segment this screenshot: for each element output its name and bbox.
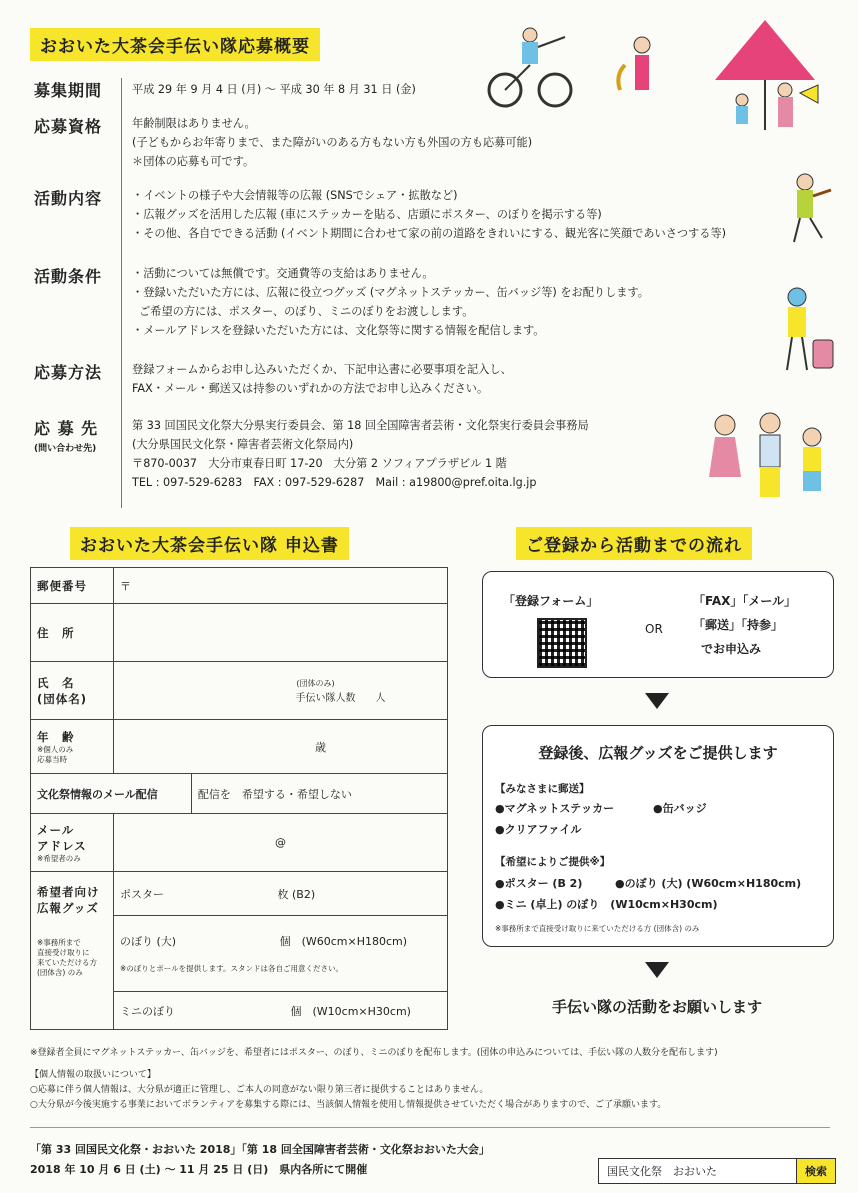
method-label: 応募方法: [34, 363, 103, 382]
goods-item-1: ●マグネットステッカー: [495, 802, 615, 815]
search-box[interactable]: [598, 1158, 836, 1184]
post-bring-label: 「郵送」「持参」: [693, 618, 784, 632]
qualification-text: 年齢制限はありません。 (子どもからお年寄りまで、また障がいのある方もない方も外国の方も応募可能) ＊団体の応募も可です。: [132, 117, 533, 168]
mini-nobori-field[interactable]: [114, 992, 448, 1030]
age-note-1: ※個人のみ: [37, 744, 74, 754]
destination-label-text: 応 募 先: [34, 419, 99, 438]
method-text: 登録フォームからお申し込みいただくか、下記申込書に必要事項を記入し、 FAX・メール・郵送又は持参のいずれかの方法でお申し込みください。: [132, 363, 512, 395]
postal-label: 郵便番号: [31, 568, 114, 604]
qr-code-icon[interactable]: [537, 618, 587, 668]
wish-note: ※事務所まで直接受け取りに来ていただける方 (団体含) のみ: [495, 924, 700, 933]
wish-label: 【希望によりご提供※】: [495, 856, 611, 868]
address-field[interactable]: [114, 604, 448, 662]
destination-text: 第 33 回国民文化祭大分県実行委員会、第 18 回全国障害者芸術・文化祭実行委員会事務局 (大分県国民文化祭・障害者芸術文化祭局内) 〒870-0037 大分市東春日町 17-20 大分第 2 ソフィアプラザビル 1 階 TEL : 097-529-6283 FAX : 097-529-6287 Mail : a19800@pref.oita.lg.jp: [132, 419, 589, 489]
wish-item-2: ●のぼり (大) (W60cm×H180cm): [615, 877, 802, 890]
privacy-title: 【個人情報の取扱いについて】: [30, 1070, 156, 1080]
overview-divider: [121, 78, 122, 508]
qualification-label: 応募資格: [34, 117, 103, 136]
email-label-text-2: アドレス: [37, 838, 87, 853]
age-field[interactable]: [114, 720, 448, 774]
email-label-text: メール: [37, 822, 75, 837]
conditions-label: 活動条件: [34, 267, 103, 286]
all-mail-label: 【みなさまに郵送】: [495, 783, 590, 795]
privacy-note-2: ○大分県が今後実施する事業においてボランティアを募集する際には、当該個人情報を使用し情報提供させていただく場合がありますので、ご了承願います。: [30, 1100, 667, 1110]
name-label-text: 氏 名: [37, 675, 75, 690]
nobori-unit: 個 (W60cm×H180cm): [279, 935, 408, 948]
nobori-note: ※のぼりとポールを提供します。スタンドは各自ご用意ください。: [120, 964, 344, 973]
email-at: @: [275, 836, 286, 849]
registration-form-label: 「登録フォーム」: [503, 594, 599, 608]
goods-note: ※事務所まで 直接受け取りに 来ていただける方 (団体含) のみ: [37, 938, 97, 977]
goods-item-3: ●クリアファイル: [495, 823, 582, 836]
conditions-text: ・活動については無償です。交通費等の支給はありません。 ・登録いただいた方には、広報に役立つグッズ (マグネットステッカー、缶バッジ等) をお配りします。 ご希望の方には、ポスター、のぼり、ミニのぼりをお渡しします。 ・メールアドレスを登録いただいた方には、文化祭等に関する情報を配信します。: [132, 267, 649, 337]
wish-item-3: ●ミニ (卓上) のぼり (W10cm×H30cm): [495, 898, 718, 911]
age-label-text: 年 齢: [37, 729, 75, 744]
email-label: [31, 814, 114, 872]
activity-label: 活動内容: [34, 189, 103, 208]
poster-unit: 枚 (B2): [277, 887, 316, 901]
name-label: [31, 662, 114, 720]
traveler-icon: [775, 285, 845, 385]
nobori-label: のぼり (大): [120, 935, 177, 948]
wish-item-1: ●ポスター (B 2): [495, 877, 583, 890]
age-unit: 歳: [315, 740, 326, 754]
address-label: 住 所: [31, 604, 114, 662]
provide-title: 登録後、広報グッズをご提供します: [538, 744, 778, 762]
arrow-down-icon-2: [645, 962, 669, 978]
destination-label: [34, 416, 98, 454]
goods-label-text-2: 広報グッズ: [37, 901, 99, 915]
postal-mark: 〒: [120, 579, 131, 593]
apply-label: でお申込み: [701, 642, 762, 656]
activity-text: ・イベントの様子や大会情報等の広報 (SNSでシェア・拡散など) ・広報グッズを活用した広報 (車にステッカーを貼る、店頭にポスター、のぼりを掲示する等) ・その他、各自でできる活動 (イベント期間に合わせて家の前の道路をきれいにする、観光客に笑顔であいさつする等): [132, 189, 727, 240]
flow-step-goods: [482, 725, 834, 947]
postal-field[interactable]: [114, 568, 448, 604]
period-label: 募集期間: [34, 81, 103, 100]
privacy-note-1: ○応募に伴う個人情報は、大分県が適正に管理し、ご本人の同意がない限り第三者に提供することはありません。: [30, 1085, 489, 1095]
mail-dist-options[interactable]: 配信を 希望する・希望しない: [191, 774, 447, 814]
poster-label: ポスター: [120, 887, 164, 901]
period-text: 平成 29 年 9 月 4 日 (月) 〜 平成 30 年 8 月 31 日 (金): [132, 83, 416, 96]
goods-label-text: 希望者向け: [37, 885, 100, 899]
fax-mail-label: 「FAX」「メール」: [693, 594, 797, 608]
age-note-2: 応募当時: [37, 754, 67, 764]
arrow-down-icon: [645, 693, 669, 709]
flow-title: ご登録から活動までの流れ: [516, 527, 752, 560]
search-text: 国民文化祭 おおいた: [607, 1165, 717, 1178]
distribution-note: ※登録者全員にマグネットステッカー、缶バッジを、希望者にはポスター、のぼり、ミニのぼりを配布します。(団体の申込みについては、手伝い隊の人数分を配布します): [30, 1048, 718, 1058]
event-dates: 2018 年 10 月 6 日 (土) 〜 11 月 25 日 (日) 県内各所にて開催: [30, 1163, 368, 1176]
or-label: OR: [645, 622, 663, 636]
name-field[interactable]: [114, 662, 448, 720]
family-icon: [700, 405, 840, 505]
form-title: おおいた大茶会手伝い隊 申込書: [70, 527, 349, 560]
mini-nobori-unit: 個 (W10cm×H30cm): [290, 1004, 411, 1018]
nobori-field[interactable]: [114, 916, 448, 992]
event-title: 「第 33 回国民文化祭・おおいた 2018」「第 18 回全国障害者芸術・文化祭おおいた大会」: [30, 1143, 490, 1156]
page-title: おおいた大茶会手伝い隊応募概要: [30, 28, 320, 61]
application-form: [30, 567, 448, 1030]
poster-field[interactable]: [114, 872, 448, 916]
goods-item-2: ●缶バッジ: [653, 802, 707, 815]
name-sub-label: (団体名): [37, 691, 88, 706]
violin-player-icon: [780, 170, 840, 250]
email-note: ※希望者のみ: [37, 853, 81, 863]
age-label: [31, 720, 114, 774]
footer-divider: [30, 1127, 830, 1128]
final-message: 手伝い隊の活動をお願いします: [551, 998, 762, 1016]
destination-sub-label: (問い合わせ先): [34, 444, 97, 454]
flow-step-apply: [482, 571, 834, 678]
mini-nobori-label: ミニのぼり: [120, 1004, 175, 1018]
email-field[interactable]: [114, 814, 448, 872]
members-count: 手伝い隊人数 人: [295, 692, 386, 704]
group-only-note: (団体のみ): [296, 678, 335, 688]
goods-label: [31, 872, 114, 1030]
search-button[interactable]: 検索: [796, 1159, 835, 1183]
mail-dist-label: 文化祭情報のメール配信: [31, 774, 192, 814]
